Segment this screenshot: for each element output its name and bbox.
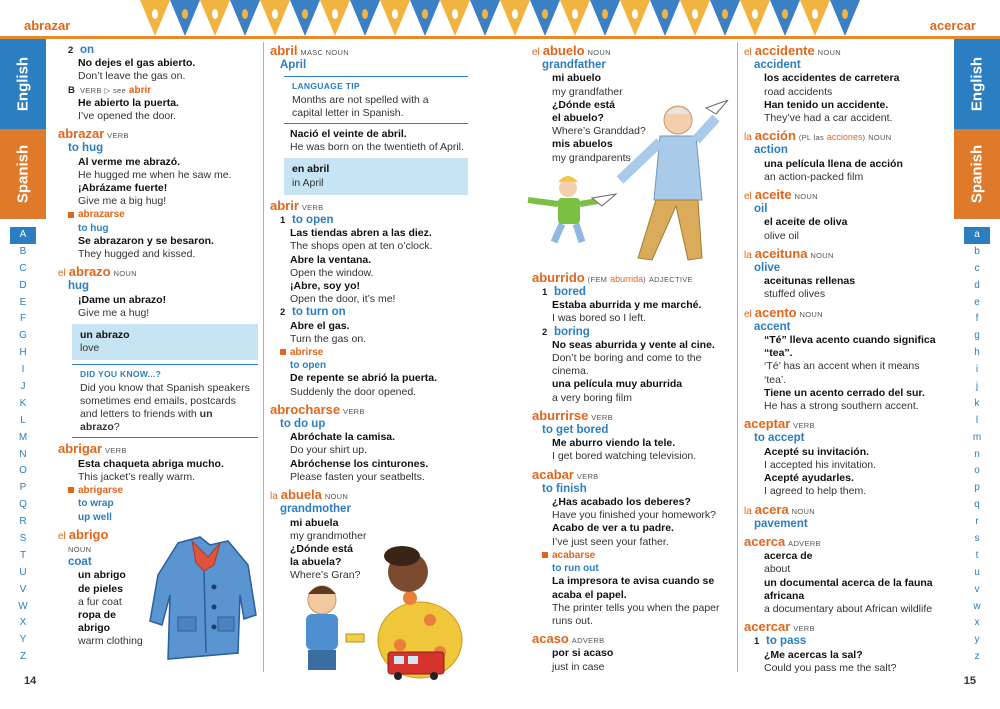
bunting-dot: [182, 9, 188, 19]
grandmother-illustration: [290, 540, 465, 680]
grandfather-illustration: [520, 100, 730, 275]
alphabet-letter-g[interactable]: G: [19, 330, 27, 342]
alphabet-letter-d[interactable]: D: [19, 279, 27, 291]
bunting-dot: [752, 9, 758, 19]
bunting-dot: [662, 9, 668, 19]
alphabet-letter-g[interactable]: g: [974, 330, 980, 342]
alphabet-letter-o[interactable]: O: [19, 465, 27, 477]
bunting-dot: [512, 9, 518, 19]
entry-acento: el acento NOUN accent “Té” lleva acento cuando significa “tea”. ‘Té’ has an accent when it means ‘tea’. Tiene un acento cerrado del sur. He has a strong southern accent.: [744, 304, 936, 413]
entry-acabar: acabar VERB to finish ¿Has acabado los deberes? Have you finished your homework? Acabo de ver a tu padre. I’ve just seen your father. acabarse to run out La impresora te avisa cuando se acaba el papel. The printer tells you when the paper runs out.: [532, 466, 720, 627]
alphabet-letter-k[interactable]: k: [974, 397, 980, 409]
page-number-left: 14: [24, 675, 37, 687]
alphabet-letter-e[interactable]: e: [974, 296, 980, 308]
alphabet-letter-i[interactable]: i: [975, 364, 979, 376]
entry-abrazar: abrazar VERB to hug Al verme me abrazó. He hugged me when he saw me. ¡Abrázame fuerte! Give me a big hug! abrazarse to hug Se abrazaron y se besaron. They hugged and kissed.: [58, 126, 232, 261]
alphabet-letter-v[interactable]: v: [974, 583, 980, 595]
entry-acercar: acercar VERB 1 to pass ¿Me acercas la sal? Could you pass me the salt?: [744, 619, 897, 674]
bunting-dot: [692, 9, 698, 19]
entry-aburrirse: aburrirse VERB to get bored Me aburro viendo la tele. I get bored watching television.: [532, 407, 697, 463]
entry-aburrido: aburrido (FEM aburrida) ADJECTIVE 1 bored Estaba aburrida y me marché. I was bored so I left. 2 boring No seas aburrida y vente al cine. Don’t be boring and come to the cinema. una película muy aburrida a very boring film: [532, 269, 715, 404]
alphabet-letter-w[interactable]: w: [973, 600, 981, 612]
alphabet-letter-y[interactable]: Y: [19, 634, 27, 646]
alphabet-letter-a[interactable]: A: [10, 227, 36, 244]
alphabet-letter-c[interactable]: c: [974, 262, 980, 274]
alphabet-letter-u[interactable]: u: [974, 566, 980, 578]
alphabet-letter-m[interactable]: m: [972, 431, 982, 443]
page-number-right: 15: [963, 675, 976, 687]
alphabet-letter-f[interactable]: f: [975, 313, 979, 325]
entry-accion: la acción (PL las acciones) NOUN action una película llena de acción an action-packed film: [744, 128, 903, 183]
entry-acera: la acera NOUN pavement: [744, 501, 815, 530]
alphabet-letter-n[interactable]: n: [974, 448, 980, 460]
bunting-dot: [782, 9, 788, 19]
alphabet-letter-y[interactable]: y: [974, 634, 980, 646]
bunting-dot: [332, 9, 338, 19]
bunting-dot: [632, 9, 638, 19]
alphabet-letter-e[interactable]: E: [19, 296, 27, 308]
alphabet-letter-b[interactable]: B: [19, 245, 27, 257]
alphabet-letter-c[interactable]: C: [19, 262, 27, 274]
alphabet-letter-r[interactable]: r: [975, 516, 979, 528]
bunting-dot: [302, 9, 308, 19]
alphabet-letter-t[interactable]: t: [975, 549, 979, 561]
column-divider: [737, 42, 738, 672]
bunting-dot: [392, 9, 398, 19]
phrase-box: un abrazo love: [72, 324, 258, 360]
phrase-box: en abril in April: [284, 158, 468, 194]
tab-english-right[interactable]: English: [954, 39, 1000, 129]
alphabet-letter-w[interactable]: W: [18, 600, 28, 612]
header-rule: [0, 36, 1000, 39]
alphabet-letter-r[interactable]: R: [19, 516, 27, 528]
alphabet-letter-f[interactable]: F: [19, 313, 27, 325]
tab-spanish[interactable]: Spanish: [0, 129, 46, 219]
alphabet-letter-m[interactable]: M: [18, 431, 28, 443]
top-bar: [0, 0, 1000, 38]
entry-abrazo: el abrazo NOUN hug ¡Dame un abrazo! Give me a hug! un abrazo love DID YOU KNOW...? Did you know that Spanish speakers sometimes end emails, postcards and letters to friends with un abrazo?: [58, 265, 258, 438]
alphabet-letter-v[interactable]: V: [19, 583, 27, 595]
alphabet-letter-t[interactable]: T: [19, 549, 27, 561]
alphabet-letter-j[interactable]: j: [975, 381, 979, 393]
alphabet-letter-i[interactable]: I: [21, 364, 25, 376]
entry-abrir: abrir VERB 1 to open Las tiendas abren a las diez. The shops open at ten o’clock. Abre la ventana. Open the window. ¡Abre, soy yo! Open the door, it’s me! 2 to turn on Abre el gas. Turn the gas on. abrirse to open De repente se abrió la puerta. Suddenly the door opened.: [270, 197, 438, 398]
bunting-dot: [452, 9, 458, 19]
column-2: [270, 44, 468, 587]
alphabet-letter-x[interactable]: x: [974, 617, 980, 629]
entry-abrigo: el abrigo NOUN coat un abrigo de pieles a fur coat ropa de abrigo warm clothing: [58, 526, 143, 648]
entry-abrocharse: abrocharse VERB to do up Abróchate la camisa. Do your shirt up. Abróchense los cinturones. Please fasten your seatbelts.: [270, 401, 429, 483]
alphabet-letter-a[interactable]: a: [964, 227, 990, 244]
bunting-dot: [362, 9, 368, 19]
alphabet-letter-h[interactable]: h: [974, 347, 980, 359]
column-4: [744, 44, 944, 679]
bunting-dot: [272, 9, 278, 19]
alphabet-letter-u[interactable]: U: [19, 566, 27, 578]
entry-aceituna: la aceituna NOUN olive aceitunas rellenas stuffed olives: [744, 245, 856, 301]
alphabet-letter-l[interactable]: l: [975, 414, 979, 426]
language-tip-box: LANGUAGE TIP Months are not spelled with a capital letter in Spanish.: [284, 76, 468, 124]
bunting-dot: [602, 9, 608, 19]
alphabet-letter-o[interactable]: o: [974, 465, 980, 477]
bunting-dot: [152, 9, 158, 19]
alphabet-letter-q[interactable]: q: [974, 499, 980, 511]
entry-accidente: el accidente NOUN accident los accidentes de carretera road accidents Han tenido un accidente. They’ve had a car accident.: [744, 43, 900, 125]
alphabet-letter-z[interactable]: z: [974, 651, 980, 663]
running-head-right: acercar: [929, 18, 976, 33]
bunting-dot: [212, 9, 218, 19]
entry-abrigar: abrigar VERB Esta chaqueta abriga mucho. This jacket’s really warm. abrigarse to wrap up well: [58, 441, 224, 523]
entry-acaso: acaso ADVERB por si acaso just in case: [532, 631, 614, 673]
right-thumb-index: [954, 39, 1000, 709]
left-thumb-index: [0, 39, 46, 709]
entry-aceite: el aceite NOUN oil el aceite de oliva olive oil: [744, 187, 848, 242]
alphabet-letter-l[interactable]: L: [20, 414, 26, 426]
bunting-dot: [242, 9, 248, 19]
bunting-decoration: [140, 0, 860, 40]
alphabet-index-lower: [954, 227, 1000, 666]
column-divider: [263, 42, 264, 672]
tab-spanish-right[interactable]: Spanish: [954, 129, 1000, 219]
alphabet-letter-j[interactable]: J: [20, 381, 26, 393]
alphabet-letter-q[interactable]: Q: [19, 499, 27, 511]
bunting-dot: [722, 9, 728, 19]
bunting-dot: [482, 9, 488, 19]
bunting-dot: [542, 9, 548, 19]
coat-illustration: [148, 535, 260, 665]
bunting-dot: [422, 9, 428, 19]
alphabet-letter-b[interactable]: b: [974, 245, 980, 257]
alphabet-letter-x[interactable]: X: [19, 617, 27, 629]
entry-abrir-continued: 2 on No dejes el gas abierto. Don’t leave the gas on. B VERB ▷ see abrir He abierto la puerta. I’ve opened the door.: [68, 44, 196, 123]
bunting-dot: [572, 9, 578, 19]
alphabet-letter-h[interactable]: H: [19, 347, 27, 359]
entry-abuelo: el abuelo NOUN grandfather mi abuelo my grandfather ¿Dónde está el abuelo? Where’s Granddad? mis abuelos my grandparents: [532, 43, 646, 164]
alphabet-letter-p[interactable]: P: [19, 482, 27, 494]
alphabet-letter-p[interactable]: p: [974, 482, 980, 494]
alphabet-index-upper: [0, 227, 46, 666]
entry-abril: abril MASC NOUN April LANGUAGE TIP Months are not spelled with a capital letter in Spanish. Nació el veinte de abril. He was born on the twentieth of April. en abril in April: [270, 44, 468, 195]
alphabet-letter-k[interactable]: K: [19, 397, 27, 409]
entry-acerca: acerca ADVERB acerca de about un documental acerca de la fauna africana a documentary about African wildlife: [744, 533, 933, 615]
bunting-dot: [812, 9, 818, 19]
alphabet-letter-s[interactable]: s: [974, 533, 980, 545]
bunting-dot: [842, 9, 848, 19]
alphabet-letter-s[interactable]: S: [19, 533, 27, 545]
alphabet-letter-n[interactable]: N: [19, 448, 27, 460]
entry-abuela: la abuela NOUN grandmother mi abuela my grandmother ¿Dónde está la abuela? Where’s Gran?: [270, 487, 367, 582]
alphabet-letter-z[interactable]: Z: [19, 651, 27, 663]
running-head-left: abrazar: [24, 18, 71, 33]
tab-english[interactable]: English: [0, 39, 46, 129]
alphabet-letter-d[interactable]: d: [974, 279, 980, 291]
did-you-know-box: DID YOU KNOW...? Did you know that Spanish speakers sometimes end emails, postcards and letters to friends with un abrazo?: [72, 364, 258, 438]
entry-aceptar: aceptar VERB to accept Acepté su invitación. I accepted his invitation. Acepté ayudarles. I agreed to help them.: [744, 416, 877, 498]
